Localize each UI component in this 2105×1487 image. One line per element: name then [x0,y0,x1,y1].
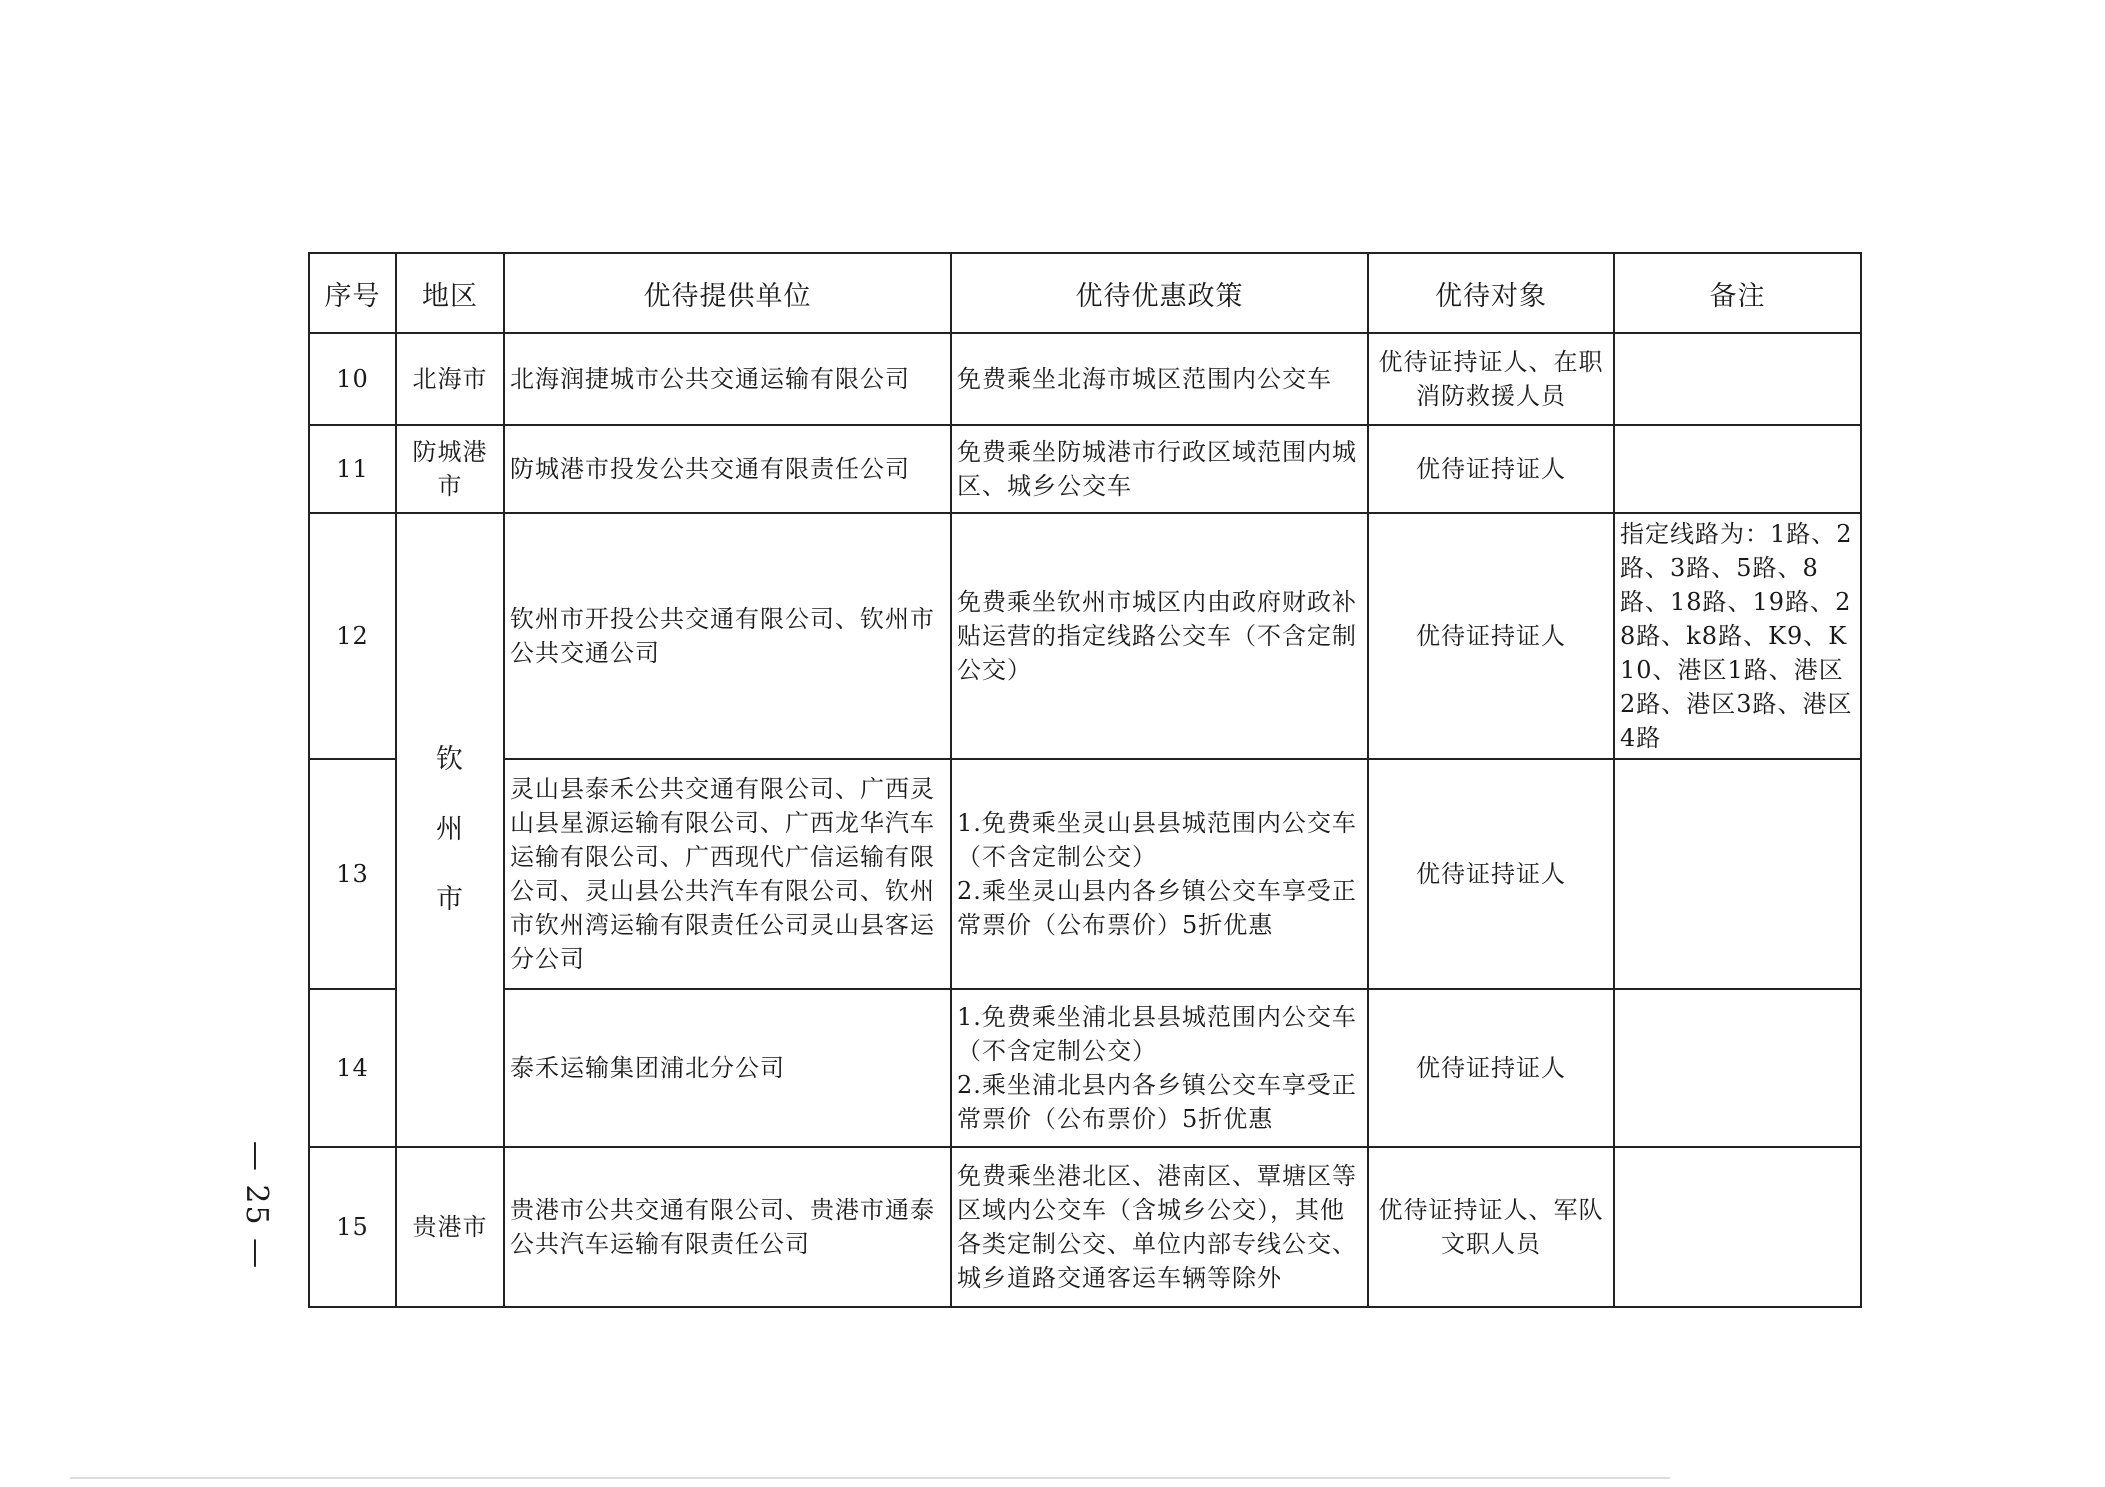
row-region: 贵港市 [396,1147,504,1307]
row-target: 优待证持证人 [1368,513,1614,759]
table-row [309,1147,1861,1307]
row-target: 优待证持证人、在职消防救援人员 [1368,333,1614,425]
row-remark [1614,759,1861,989]
row-remark: 指定线路为：1路、2路、3路、5路、8路、18路、19路、28路、k8路、K9、K10、港区1路、港区2路、港区3路、港区4路 [1614,513,1861,759]
row-number: 14 [309,989,396,1147]
row-number: 11 [309,425,396,513]
table-row [309,989,1861,1147]
table-row [309,425,1861,513]
page-number [227,1125,287,1285]
row-target: 优待证持证人 [1368,989,1614,1147]
row-provider: 贵港市公共交通有限公司、贵港市通泰公共汽车运输有限责任公司 [504,1147,951,1307]
policy-item: 2.乘坐灵山县内各乡镇公交车享受正常票价（公布票价）5折优惠 [957,877,1357,939]
row-region-merged [396,513,504,1147]
policy-item: 1.免费乘坐灵山县县城范围内公交车（不含定制公交） [957,809,1357,871]
table-row [309,513,1861,759]
table-row [309,759,1861,989]
row-remark [1614,989,1861,1147]
region-label-vertical: 钦州市 [436,744,464,915]
row-policy [951,759,1368,989]
row-region: 北海市 [396,333,504,425]
row-remark [1614,1147,1861,1307]
row-provider: 北海润捷城市公共交通运输有限公司 [504,333,951,425]
row-number: 15 [309,1147,396,1307]
policy-item: 2.乘坐浦北县内各乡镇公交车享受正常票价（公布票价）5折优惠 [957,1071,1357,1133]
header-provider: 优待提供单位 [504,253,951,333]
row-remark [1614,425,1861,513]
row-target: 优待证持证人 [1368,425,1614,513]
row-number: 10 [309,333,396,425]
row-region: 防城港市 [396,425,504,513]
scan-artifact-line [70,1477,1670,1479]
row-policy [951,989,1368,1147]
row-target: 优待证持证人 [1368,759,1614,989]
row-policy: 免费乘坐防城港市行政区域范围内城区、城乡公交车 [951,425,1368,513]
row-policy: 免费乘坐钦州市城区内由政府财政补贴运营的指定线路公交车（不含定制公交） [951,513,1368,759]
row-provider: 防城港市投发公共交通有限责任公司 [504,425,951,513]
row-remark [1614,333,1861,425]
header-seq: 序号 [309,253,396,333]
header-target: 优待对象 [1368,253,1614,333]
row-number: 13 [309,759,396,989]
row-policy: 免费乘坐北海市城区范围内公交车 [951,333,1368,425]
page-number-text: — 25 — [239,1140,275,1270]
row-number: 12 [309,513,396,759]
header-remark: 备注 [1614,253,1861,333]
row-provider: 钦州市开投公共交通有限公司、钦州市公共交通公司 [504,513,951,759]
table-row [309,333,1861,425]
table-header-row [309,253,1861,333]
row-provider: 泰禾运输集团浦北分公司 [504,989,951,1147]
row-policy: 免费乘坐港北区、港南区、覃塘区等区域内公交车（含城乡公交），其他各类定制公交、单位内部专线公交、城乡道路交通客运车辆等除外 [951,1147,1368,1307]
header-policy: 优待优惠政策 [951,253,1368,333]
header-region: 地区 [396,253,504,333]
row-provider: 灵山县泰禾公共交通有限公司、广西灵山县星源运输有限公司、广西龙华汽车运输有限公司、广西现代广信运输有限公司、灵山县公共汽车有限公司、钦州市钦州湾运输有限责任公司灵山县客运分公司 [504,759,951,989]
benefits-table [308,252,1862,1308]
row-target: 优待证持证人、军队文职人员 [1368,1147,1614,1307]
policy-item: 1.免费乘坐浦北县县城范围内公交车（不含定制公交） [957,1003,1357,1065]
